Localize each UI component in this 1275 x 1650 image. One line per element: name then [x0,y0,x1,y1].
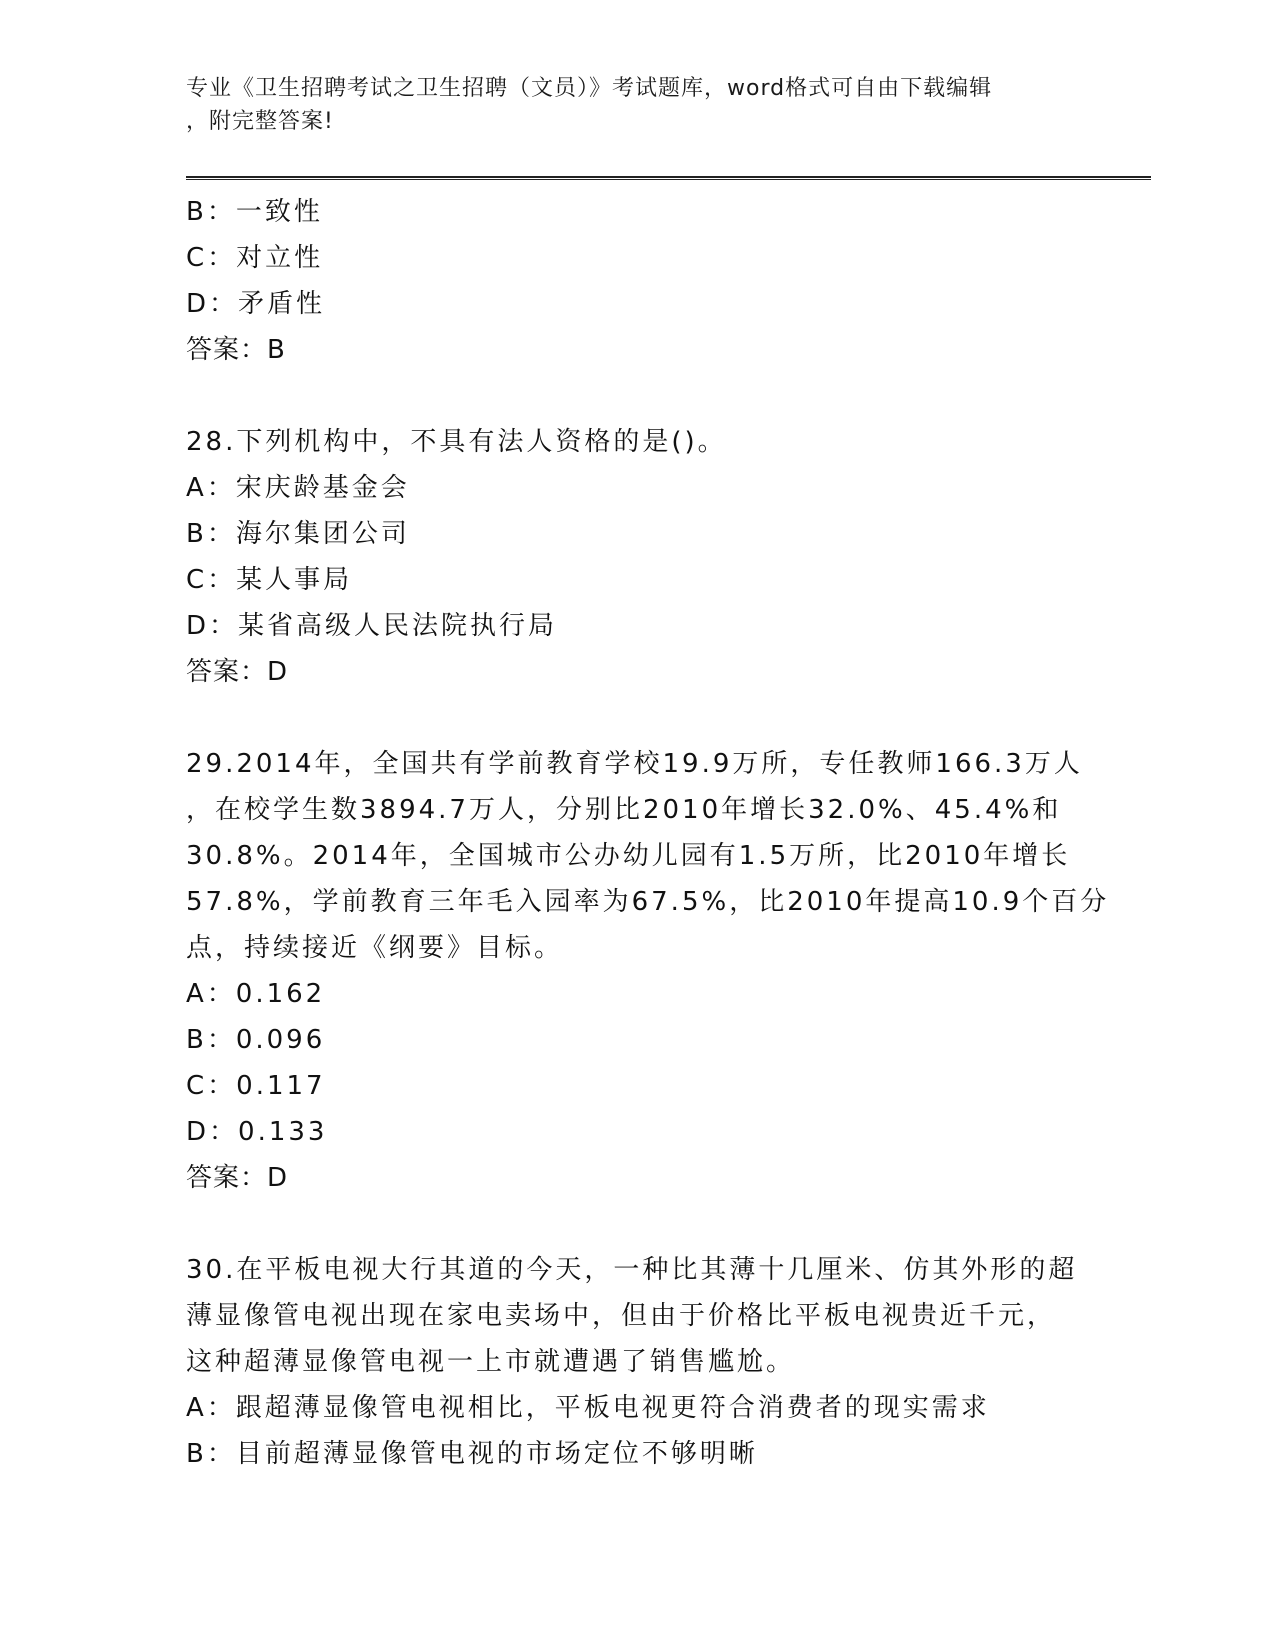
header-line-1: 专业《卫生招聘考试之卫生招聘（文员）》考试题库，word格式可自由下载编辑 [186,76,993,101]
question-content [186,189,1110,1477]
spacer [186,695,1086,741]
option-b: B：0.096 [186,1025,326,1055]
answer-label: 答案：D [186,1163,289,1193]
option-b: B：海尔集团公司 [186,519,410,549]
question-28 [186,419,1086,695]
question-stem-line: 57.8%，学前教育三年毛入园率为67.5%，比2010年提高10.9个百分 [186,887,1110,917]
option-a: A：跟超薄显像管电视相比，平板电视更符合消费者的现实需求 [186,1393,990,1423]
spacer [186,373,1086,419]
header-line-2: ，附完整答案! [186,109,334,134]
spacer [186,1201,1086,1247]
option-c: C：对立性 [186,243,324,273]
question-stem-line: 29.2014年，全国共有学前教育学校19.9万所，专任教师166.3万人 [186,749,1083,779]
question-29 [186,741,1110,1201]
option-d: D：矛盾性 [186,289,326,319]
question-stem-line: 点，持续接近《纲要》目标。 [186,933,564,963]
answer-label: 答案：D [186,657,289,687]
option-b: B：一致性 [186,197,323,227]
question-stem-line: 30.8%。2014年，全国城市公办幼儿园有1.5万所，比2010年增长 [186,841,1071,871]
question-stem-line: 30.在平板电视大行其道的今天，一种比其薄十几厘米、仿其外形的超 [186,1255,1078,1285]
page-header [186,72,1066,138]
option-c: C：0.117 [186,1071,326,1101]
prev-question [186,189,1086,373]
question-stem: 28.下列机构中，不具有法人资格的是()。 [186,427,727,457]
question-stem-line: 薄显像管电视出现在家电卖场中，但由于价格比平板电视贵近千元， [186,1301,1057,1331]
question-stem-line: 这种超薄显像管电视一上市就遭遇了销售尴尬。 [186,1347,796,1377]
option-a: A：宋庆龄基金会 [186,473,410,503]
answer-label: 答案：B [186,335,286,365]
question-stem-line: ，在校学生数3894.7万人，分别比2010年增长32.0%、45.4%和 [186,795,1062,825]
option-a: A：0.162 [186,979,326,1009]
option-d: D：某省高级人民法院执行局 [186,611,558,641]
option-d: D：0.133 [186,1117,328,1147]
question-30 [186,1247,1086,1477]
option-c: C：某人事局 [186,565,353,595]
option-b: B：目前超薄显像管电视的市场定位不够明晰 [186,1439,758,1469]
header-divider [186,176,1151,180]
